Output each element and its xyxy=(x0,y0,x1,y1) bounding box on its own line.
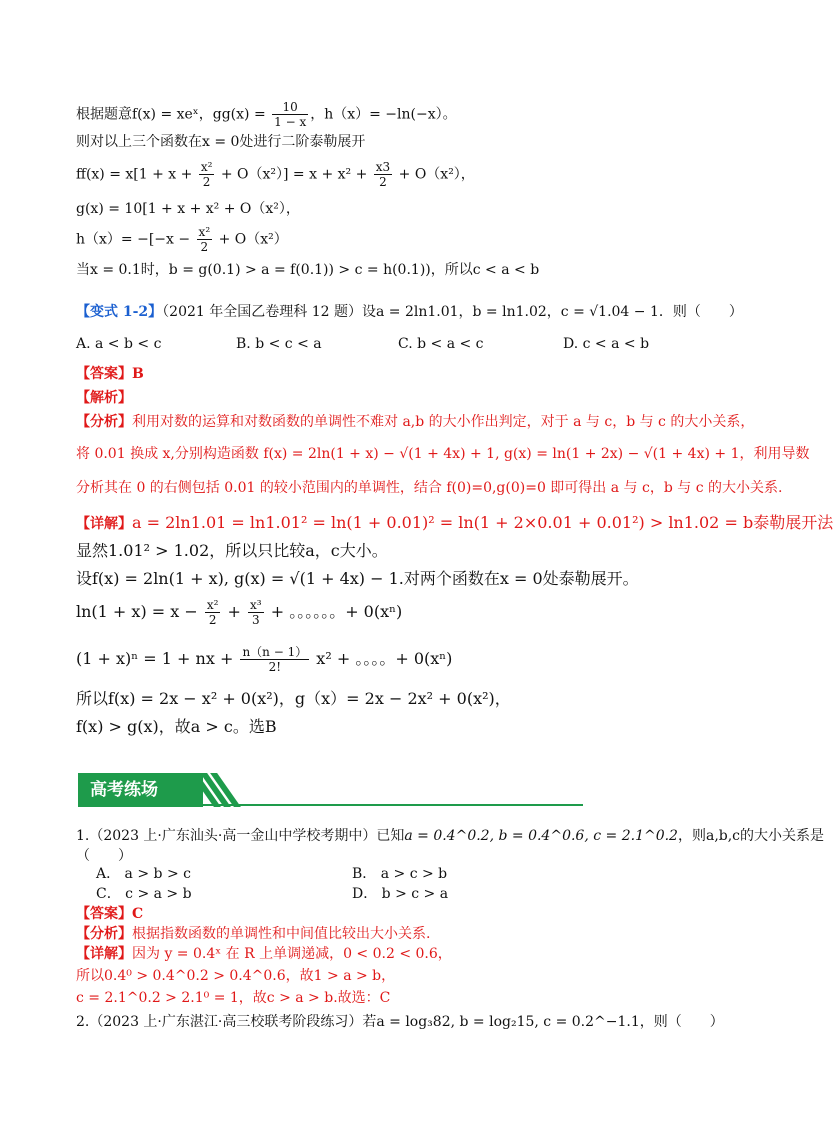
analysis-line-2: 将 0.01 换成 x,分别构造函数 f(x) = 2ln(1 + x) − √(1 + 4x) + 1, g(x) = ln(1 + 2x) − √(1 + 4x) + 1，利用导数 xyxy=(76,446,810,462)
detail-line-6: 所以f(x) = 2x − x² + 0(x²)，g（x）= 2x − 2x² + 0(x²)， xyxy=(76,689,511,708)
q1-option-c: C． c > a > b xyxy=(96,886,192,902)
q1-option-a: A． a > b > c xyxy=(96,866,191,882)
q1-answer-line: 【答案】C xyxy=(76,906,144,922)
detail-line-1: 【详解】a = 2ln1.01 = ln1.01² = ln(1 + 0.01)² = ln(1 + 2×0.01 + 0.01²) > ln1.02 = b泰勒展开法 xyxy=(76,513,833,532)
fraction: $\frac{\text{x²}}{2}$ xyxy=(200,160,213,189)
analysis-line-3: 分析其在 0 的右侧包括 0.01 的较小范围内的单调性，结合 f(0)=0,g(0)=0 即可得出 a 与 c，b 与 c 的大小关系. xyxy=(76,480,783,496)
option-c: C. b < a < c xyxy=(398,336,484,352)
detail-line-2: 显然1.01² > 1.02，所以只比较a，c大小。 xyxy=(76,541,388,560)
fraction: $\frac{x3}{2}$ xyxy=(375,160,391,189)
option-a: A. a < b < c xyxy=(76,336,162,352)
detail-line-4: ln(1 + x) = x − $\frac{\text{x²}}{2}$ + $\frac{\text{x³}}{3}$ + 。。。。。。+ 0(xⁿ) xyxy=(76,598,403,627)
q1-detail-3: c = 2.1^0.2 > 2.1⁰ = 1，故c > a > b.故选：C xyxy=(76,990,391,1006)
q1-stem: 1.（2023 上·广东汕头·高一金山中学校考期中）已知a = 0.4^0.2, b = 0.4^0.6, c = 2.1^0.2，则a,b,c的大小关系是 xyxy=(76,828,825,844)
q1-detail-2: 所以0.4⁰ > 0.4^0.2 > 0.4^0.6，故1 > a > b， xyxy=(76,968,396,984)
detail-line-5: (1 + x)ⁿ = 1 + nx + $\frac{n(n - 1)}{2!}$ x² + 。。。。+ 0(xⁿ) xyxy=(76,645,453,674)
option-d: D. c < a < b xyxy=(563,336,650,352)
q1-option-d: D． b > c > a xyxy=(352,886,449,902)
derivation-line-6: 当x = 0.1时，b = g(0.1) > a = f(0.1)) > c = h(0.1))，所以c < a < b xyxy=(76,262,540,278)
answer-value: B xyxy=(132,366,144,382)
derivation-line-5: h（x）= −[−x − $\frac{\text{x²}}{2}$ + O（x²） xyxy=(76,225,288,254)
q1-option-b: B． a > c > b xyxy=(352,866,448,882)
derivation-line-4: g(x) = 10[1 + x + x² + O（x²）， xyxy=(76,201,300,217)
variant-tag: 【变式 1-2】 xyxy=(76,304,163,320)
analysis-line-1: 【分析】利用对数的运算和对数函数的单调性不难对 a,b 的大小作出判定，对于 a 与 c，b 与 c 的大小关系， xyxy=(76,414,755,430)
option-b: B. b < c < a xyxy=(236,336,322,352)
detail-line-7: f(x) > g(x)，故a > c。选B xyxy=(76,717,277,736)
section-banner xyxy=(78,773,583,807)
derivation-line-3: ff(x) = x[1 + x + $\frac{\text{x²}}{2}$ + O（x²）] = x + x² + $\frac{x3}{2}$ + O（x²）， xyxy=(76,160,475,189)
analysis-tag: 【解析】 xyxy=(76,390,132,406)
q1-paren: （ ） xyxy=(76,848,132,864)
derivation-line-1: 根据题意f(x) = xeˣ，gg(x) = $\frac{10}{1 - x}$ ，h（x）= −ln(−x）。 xyxy=(76,100,457,129)
derivation-line-2: 则对以上三个函数在x = 0处进行二阶泰勒展开 xyxy=(76,134,366,150)
banner-title: 高考练场 xyxy=(90,780,158,800)
q1-answer-value: C xyxy=(132,906,144,922)
fraction: $\frac{\text{x²}}{2}$ xyxy=(198,225,211,254)
detail-line-3: 设f(x) = 2ln(1 + x), g(x) = √(1 + 4x) − 1.对两个函数在x = 0处泰勒展开。 xyxy=(76,569,639,588)
variant-header: 【变式 1-2】（2021 年全国乙卷理科 12 题）设a = 2ln1.01，b = ln1.02，c = √1.04 − 1．则（ ） xyxy=(76,304,743,320)
answer-line: 【答案】B xyxy=(76,366,144,382)
q2-stem: 2.（2023 上·广东湛江·高三校联考阶段练习）若a = log₃82, b = log₂15, c = 0.2^−1.1，则（ ） xyxy=(76,1014,724,1030)
q1-detail-1: 【详解】因为 y = 0.4ˣ 在 R 上单调递减，0 < 0.2 < 0.6， xyxy=(76,946,452,962)
q1-analysis: 【分析】根据指数函数的单调性和中间值比较出大小关系. xyxy=(76,926,431,942)
fraction: $\frac{10}{1 - x}$ xyxy=(274,100,307,129)
